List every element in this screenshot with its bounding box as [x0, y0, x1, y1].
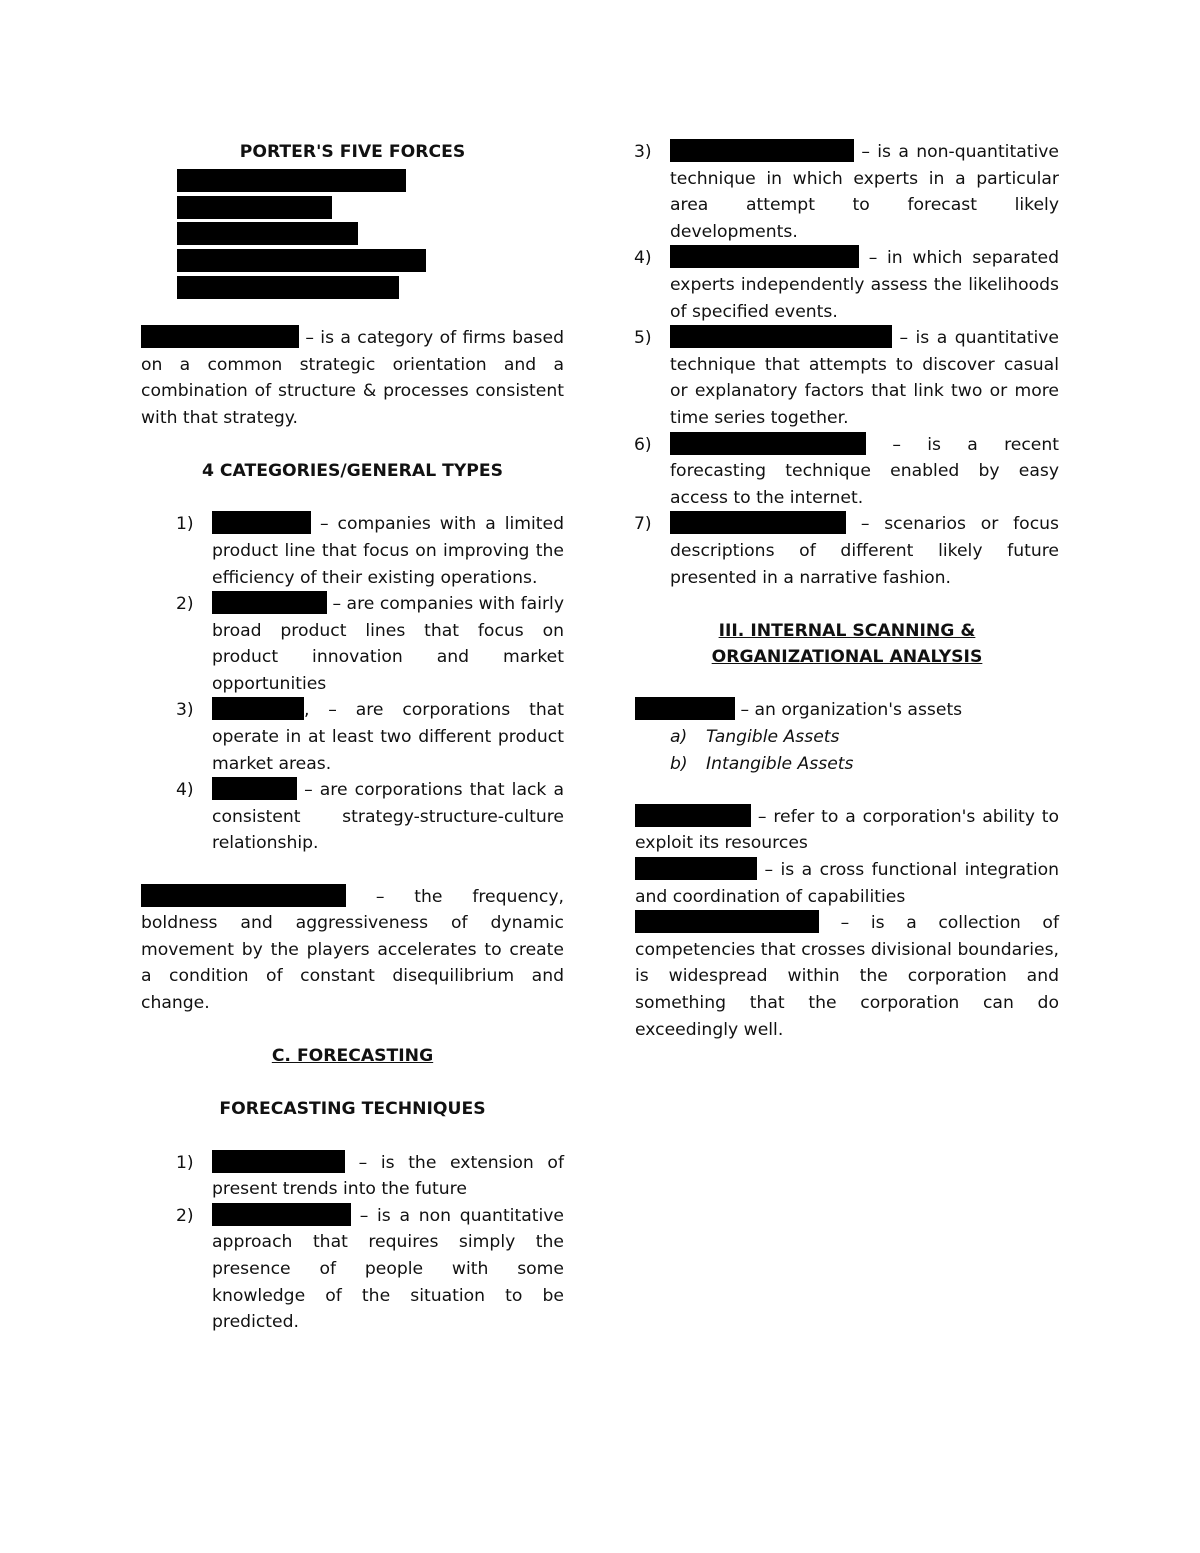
list-item: 4) – are corporations that lack a consistent strategy-structure-culture relationship.: [141, 777, 564, 857]
core-competency-definition: – is a collection of competencies that crosses divisional boundaries, is widespread within the corporation and something that the corporation can do exceedingly well.: [635, 910, 1059, 1043]
redacted-term: [670, 325, 892, 348]
redacted-term: [141, 884, 346, 907]
left-column: [141, 139, 564, 1336]
redacted-term: [212, 1203, 351, 1226]
redacted-term: [212, 777, 297, 800]
internal-scanning-heading: III. INTERNAL SCANNING &: [718, 620, 976, 641]
redacted-term: [670, 245, 859, 268]
forecasting-techniques-heading: FORECASTING TECHNIQUES: [219, 1099, 486, 1120]
list-item: a) Tangible Assets: [670, 727, 840, 748]
right-column: [635, 139, 1059, 1043]
asset-types-list: [635, 724, 1059, 777]
list-item: 6) – is a recent forecasting technique enabled by easy access to the internet.: [599, 432, 1059, 512]
list-item: 2) – is a non quantitative approach that requires simply the presence of people with some knowledge of the situation to be predicted.: [141, 1203, 564, 1336]
forecasting-techniques-list-left: [141, 1150, 564, 1336]
list-item: 5) – is a quantitative technique that attempts to discover casual or explanatory factors that link two or more time series together.: [599, 325, 1059, 431]
redacted-term: [141, 325, 299, 348]
porters-five-forces-heading: PORTER'S FIVE FORCES: [239, 142, 466, 162]
redacted-term: [635, 697, 735, 720]
redacted-term: [670, 139, 854, 162]
forecasting-techniques-list-right: [599, 139, 1059, 591]
list-item: 7) – scenarios or focus descriptions of different likely future presented in a narrative fashion.: [599, 511, 1059, 591]
redacted-force-2: [177, 196, 332, 219]
strategic-type-definition: – is a category of firms based on a common strategic orientation and a combination of structure & processes consistent with that strategy.: [141, 325, 564, 431]
redacted-term: [212, 511, 311, 534]
redacted-force-5: [177, 276, 399, 299]
redacted-term: [670, 432, 866, 455]
redacted-term: [635, 804, 751, 827]
list-item: 3) – is a non-quantitative technique in which experts in a particular area attempt to forecast likely developments.: [599, 139, 1059, 245]
categories-heading: 4 CATEGORIES/GENERAL TYPES: [201, 461, 504, 482]
redacted-term: [212, 1150, 345, 1173]
competency-definition: – is a cross functional integration and coordination of capabilities: [635, 857, 1059, 910]
list-item: 4) – in which separated experts independently assess the likelihoods of specified events.: [599, 245, 1059, 325]
redacted-term: [212, 591, 327, 614]
forecasting-heading: C. FORECASTING: [271, 1046, 434, 1067]
redacted-force-4: [177, 249, 426, 272]
organizational-analysis-heading: ORGANIZATIONAL ANALYSIS: [711, 647, 983, 668]
redacted-force-3: [177, 222, 358, 245]
list-item: 1) – is the extension of present trends into the future: [141, 1150, 564, 1203]
five-forces-redacted-list: [141, 169, 564, 298]
redacted-term: [212, 697, 304, 720]
capabilities-definition: – refer to a corporation's ability to exploit its resources: [635, 804, 1059, 857]
list-item: 1) – companies with a limited product line that focus on improving the efficiency of their existing operations.: [141, 511, 564, 591]
redacted-term: [670, 511, 846, 534]
resources-definition: – an organization's assets: [635, 697, 1059, 724]
redacted-term: [635, 910, 819, 933]
redacted-term: [635, 857, 757, 880]
list-item: 3) , – are corporations that operate in at least two different product market areas.: [141, 697, 564, 777]
list-item: 2) – are companies with fairly broad product lines that focus on product innovation and market opportunities: [141, 591, 564, 697]
redacted-force-1: [177, 169, 406, 192]
list-item: b) Intangible Assets: [670, 753, 854, 774]
hypercompetition-definition: – the frequency, boldness and aggressiveness of dynamic movement by the players accelerates to create a condition of constant disequilibrium and change.: [141, 884, 564, 1017]
strategic-types-list: [141, 511, 564, 857]
